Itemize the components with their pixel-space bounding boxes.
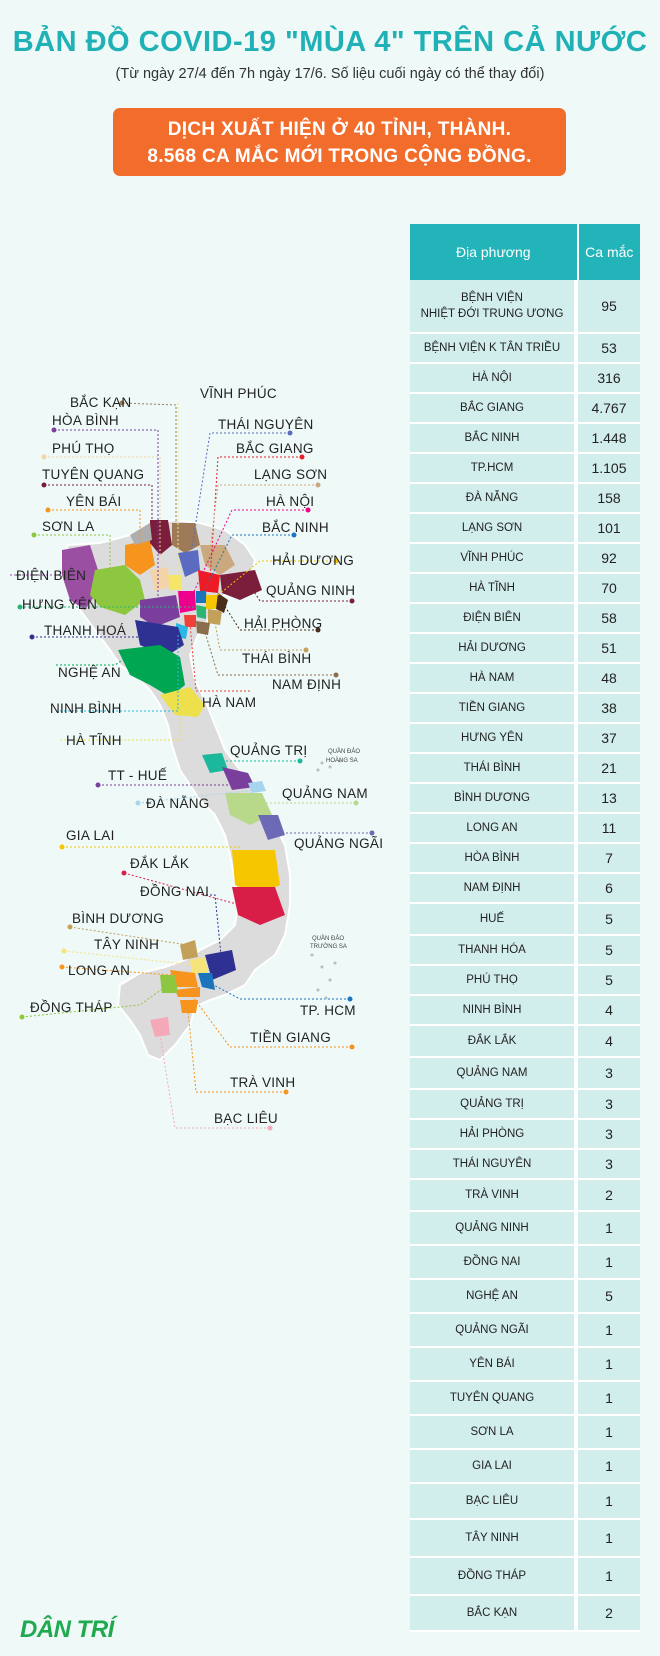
label-thai-nguyen: THÁI NGUYÊN — [218, 417, 314, 432]
table-row — [410, 1348, 640, 1382]
label-hoang-sa-2: HOÀNG SA — [326, 758, 358, 764]
row-location — [410, 996, 576, 1024]
row-cases: 1 — [605, 1356, 613, 1372]
table-row — [410, 694, 640, 724]
cases-table — [410, 224, 640, 1632]
label-tra-vinh: TRÀ VINH — [230, 1075, 296, 1090]
location-name: THÁI BÌNH — [463, 762, 521, 774]
label-truong-sa-2: TRƯỜNG SA — [310, 944, 347, 950]
table-row — [410, 394, 640, 424]
row-location — [410, 1280, 576, 1312]
row-location — [410, 334, 576, 362]
province-vinh-phuc — [168, 575, 182, 590]
row-cases: 5 — [605, 1288, 613, 1304]
row-location — [410, 1558, 576, 1594]
row-cases: 1 — [605, 1220, 613, 1236]
table-row — [410, 1314, 640, 1348]
label-quang-tri: QUẢNG TRỊ — [230, 743, 308, 758]
row-cases: 70 — [601, 580, 617, 596]
location-name: ĐÀ NẴNG — [465, 492, 519, 504]
table-row — [410, 484, 640, 514]
page-subtitle: (Từ ngày 27/4 đến 7h ngày 17/6. Số liệu cuối ngày có thể thay đổi) — [115, 66, 545, 82]
table-row — [410, 1280, 640, 1314]
row-cases: 3 — [605, 1126, 613, 1142]
row-location — [410, 904, 576, 934]
location-name: QUẢNG NAM — [456, 1067, 528, 1079]
row-location — [410, 280, 576, 332]
province-hung-yen — [196, 605, 206, 619]
table-row — [410, 1180, 640, 1212]
table-row — [410, 364, 640, 394]
location-name: BÌNH DƯƠNG — [454, 792, 530, 804]
table-row — [410, 1416, 640, 1450]
row-cases: 1 — [605, 1424, 613, 1440]
label-hai-phong: HẢI PHÒNG — [244, 616, 323, 631]
label-hoa-binh: HÒA BÌNH — [52, 413, 119, 428]
row-location — [410, 1416, 576, 1448]
row-location — [410, 1212, 576, 1244]
row-location — [410, 844, 576, 872]
label-ninh-binh: NINH BÌNH — [50, 701, 122, 716]
table-row — [410, 1058, 640, 1090]
dantri-logo: DÂN TRÍ — [20, 1616, 114, 1643]
table-row — [410, 424, 640, 454]
row-location — [410, 1450, 576, 1482]
table-row — [410, 844, 640, 874]
row-cases: 1 — [605, 1254, 613, 1270]
row-location — [410, 936, 576, 964]
table-row — [410, 514, 640, 544]
row-cases: 48 — [601, 670, 617, 686]
label-bac-giang: BẮC GIANG — [236, 441, 314, 456]
location-name: QUẢNG NINH — [455, 1222, 529, 1234]
row-cases: 51 — [601, 640, 617, 656]
table-row — [410, 544, 640, 574]
label-dien-bien: ĐIỆN BIÊN — [16, 568, 87, 583]
row-cases: 1 — [605, 1530, 613, 1546]
row-location — [410, 1348, 576, 1380]
table-row — [410, 454, 640, 484]
row-location — [410, 424, 576, 452]
row-cases: 1 — [605, 1322, 613, 1338]
province-ha-noi — [178, 591, 196, 613]
row-cases: 92 — [601, 550, 617, 566]
label-nghe-an: NGHỆ AN — [58, 665, 121, 680]
location-name: ĐẮK LẮK — [467, 1035, 517, 1047]
header-cases: Ca mắc — [585, 244, 634, 260]
row-cases: 7 — [605, 850, 613, 866]
row-cases: 13 — [601, 790, 617, 806]
row-location — [410, 454, 576, 482]
province-nam-dinh — [196, 621, 210, 635]
row-location — [410, 1120, 576, 1148]
label-hung-yen: HƯNG YÊN — [22, 597, 98, 612]
table-row — [410, 936, 640, 966]
row-location — [410, 604, 576, 632]
row-location — [410, 664, 576, 692]
row-location — [410, 1484, 576, 1518]
location-name: TUYÊN QUANG — [449, 1392, 535, 1404]
label-dong-nai: ĐỒNG NAI — [140, 884, 210, 899]
row-cases: 3 — [605, 1156, 613, 1172]
page-title: BẢN ĐỒ COVID-19 "MÙA 4" TRÊN CẢ NƯỚC — [12, 26, 648, 58]
location-name: HƯNG YÊN — [460, 732, 523, 744]
header-location: Địa phương — [410, 224, 579, 280]
row-cases: 58 — [601, 610, 617, 626]
location-name: BỆNH VIỆN K TÂN TRIỀU — [423, 342, 561, 354]
location-name: NINH BÌNH — [462, 1004, 522, 1016]
row-cases: 4.767 — [591, 400, 627, 416]
vietnam-map — [0, 386, 400, 1195]
label-ha-tinh: HÀ TĨNH — [66, 733, 122, 748]
row-location — [410, 1314, 576, 1346]
label-long-an: LONG AN — [68, 963, 131, 978]
row-location — [410, 484, 576, 512]
label-da-nang: ĐÀ NẴNG — [146, 796, 210, 811]
province-quang-ninh — [220, 570, 262, 600]
banner-line-2: 8.568 CA MẮC MỚI TRONG CỘNG ĐỒNG. — [147, 146, 532, 167]
table-row — [410, 574, 640, 604]
table-row — [410, 1520, 640, 1558]
table-row — [410, 280, 640, 334]
table-row — [410, 966, 640, 996]
row-cases: 1.448 — [591, 430, 627, 446]
row-cases: 1 — [605, 1493, 613, 1509]
row-cases: 2 — [605, 1605, 613, 1621]
location-name: HẢI DƯƠNG — [458, 642, 526, 654]
row-location — [410, 364, 576, 392]
label-phu-tho: PHÚ THỌ — [52, 441, 115, 456]
location-name: BẮC NINH — [464, 432, 520, 444]
row-location — [410, 1150, 576, 1178]
location-name: TP.HCM — [470, 462, 514, 474]
row-cases: 11 — [601, 820, 617, 836]
row-location — [410, 966, 576, 994]
label-yen-bai: YÊN BÁI — [66, 494, 122, 509]
table-row — [410, 996, 640, 1026]
table-header — [410, 224, 640, 280]
row-location — [410, 574, 576, 602]
table-row — [410, 904, 640, 936]
row-location — [410, 394, 576, 422]
label-nam-dinh: NAM ĐỊNH — [272, 677, 342, 692]
row-location — [410, 814, 576, 842]
row-location — [410, 874, 576, 902]
row-location — [410, 634, 576, 662]
province-hai-phong — [216, 593, 228, 613]
label-son-la: SƠN LA — [42, 519, 95, 534]
label-quang-nam: QUẢNG NAM — [282, 786, 368, 801]
row-cases: 101 — [597, 520, 621, 536]
row-cases: 37 — [601, 730, 617, 746]
row-cases: 3 — [605, 1065, 613, 1081]
location-name: HUẾ — [479, 913, 505, 925]
row-cases: 1 — [605, 1458, 613, 1474]
province-bac-ninh — [196, 591, 207, 603]
location-name: HÀ NỘI — [472, 372, 512, 384]
row-cases: 4 — [605, 1033, 613, 1049]
table-row — [410, 724, 640, 754]
row-cases: 53 — [601, 340, 617, 356]
row-cases: 2 — [605, 1187, 613, 1203]
province-dong-thap — [160, 975, 178, 993]
row-cases: 21 — [601, 760, 617, 776]
table-row — [410, 814, 640, 844]
row-cases: 5 — [605, 911, 613, 927]
row-cases: 3 — [605, 1096, 613, 1112]
table-body — [410, 280, 640, 1632]
row-location — [410, 1090, 576, 1118]
label-truong-sa-1: QUẦN ĐẢO — [312, 936, 345, 942]
location-name: SƠN LA — [470, 1426, 514, 1438]
location-name: ĐỒNG NAI — [463, 1256, 521, 1268]
label-hoang-sa-1: QUẦN ĐẢO — [328, 749, 361, 755]
row-location — [410, 1382, 576, 1414]
row-cases: 6 — [605, 880, 613, 896]
province-tra-vinh — [180, 1000, 198, 1013]
location-name: LONG AN — [466, 822, 518, 834]
label-tuyen-quang: TUYÊN QUANG — [42, 467, 145, 482]
location-name: TÂY NINH — [465, 1532, 519, 1544]
row-cases: 95 — [601, 298, 617, 314]
province-tay-ninh — [190, 957, 208, 975]
location-name-line2: NHIỆT ĐỚI TRUNG ƯƠNG — [420, 308, 564, 320]
label-bac-ninh: BẮC NINH — [262, 520, 329, 535]
location-name: YÊN BÁI — [469, 1358, 515, 1370]
location-name: GIA LAI — [472, 1460, 512, 1472]
label-binh-duong: BÌNH DƯƠNG — [72, 911, 165, 926]
location-name: HÀ NAM — [469, 672, 515, 684]
row-location — [410, 754, 576, 782]
row-cases: 316 — [597, 370, 621, 386]
label-dak-lak: ĐẮK LẮK — [130, 856, 190, 871]
table-row — [410, 604, 640, 634]
row-location — [410, 514, 576, 542]
location-name: THÁI NGUYÊN — [452, 1158, 532, 1170]
label-bac-kan: BẮC KẠN — [70, 395, 132, 410]
table-row — [410, 1212, 640, 1246]
location-name: THANH HÓA — [458, 944, 526, 956]
banner-line-1: DỊCH XUẤT HIỆN Ở 40 TỈNH, THÀNH. — [167, 119, 512, 140]
table-row — [410, 634, 640, 664]
label-tt-hue: TT - HUẾ — [108, 768, 168, 783]
label-vinh-phuc: VĨNH PHÚC — [200, 386, 277, 401]
table-row — [410, 1382, 640, 1416]
table-row — [410, 1450, 640, 1484]
label-gia-lai: GIA LAI — [66, 828, 115, 843]
location-name: TRÀ VINH — [465, 1189, 519, 1201]
location-name: BỆNH VIỆN — [461, 292, 523, 304]
row-cases: 1 — [605, 1568, 613, 1584]
table-row — [410, 874, 640, 904]
table-row — [410, 1150, 640, 1180]
row-location — [410, 1520, 576, 1556]
location-name: LẠNG SƠN — [461, 522, 523, 534]
location-name: HẢI PHÒNG — [459, 1128, 525, 1140]
province-binh-duong — [180, 940, 198, 960]
table-row — [410, 784, 640, 814]
summary-banner — [113, 108, 566, 176]
location-name: ĐIỆN BIÊN — [463, 612, 521, 624]
location-name: PHÚ THỌ — [466, 974, 518, 986]
row-location — [410, 544, 576, 572]
row-cases: 1 — [605, 1390, 613, 1406]
row-location — [410, 1026, 576, 1056]
location-name: HÒA BÌNH — [464, 852, 520, 864]
row-cases: 5 — [605, 942, 613, 958]
row-cases: 5 — [605, 972, 613, 988]
table-row — [410, 334, 640, 364]
label-lang-son: LẠNG SƠN — [254, 467, 328, 482]
table-row — [410, 1484, 640, 1520]
table-row — [410, 1120, 640, 1150]
location-name: HÀ TĨNH — [469, 582, 515, 594]
location-name: VĨNH PHÚC — [460, 552, 524, 564]
table-row — [410, 1596, 640, 1632]
table-row — [410, 754, 640, 784]
row-location — [410, 1596, 576, 1630]
location-name: QUẢNG TRỊ — [460, 1098, 524, 1110]
label-thanh-hoa: THANH HOÁ — [44, 623, 127, 638]
row-cases: 158 — [597, 490, 621, 506]
table-row — [410, 1246, 640, 1280]
location-name: TIỀN GIANG — [458, 702, 526, 714]
location-name: ĐỒNG THÁP — [457, 1570, 527, 1582]
location-name: BẠC LIÊU — [465, 1495, 519, 1507]
label-tp-hcm: TP. HCM — [300, 1003, 356, 1018]
row-location — [410, 784, 576, 812]
label-ha-noi: HÀ NỘI — [266, 494, 315, 509]
label-hai-duong: HẢI DƯƠNG — [272, 553, 355, 568]
table-row — [410, 664, 640, 694]
label-quang-ngai: QUẢNG NGÃI — [294, 836, 384, 851]
location-name: NAM ĐỊNH — [463, 882, 521, 894]
label-tien-giang: TIỀN GIANG — [250, 1030, 332, 1045]
location-name: BẮC KẠN — [466, 1607, 518, 1619]
row-cases: 1.105 — [591, 460, 627, 476]
table-row — [410, 1026, 640, 1058]
row-cases: 38 — [601, 700, 617, 716]
location-name: QUẢNG NGÃI — [455, 1324, 529, 1336]
location-name: NGHỆ AN — [466, 1290, 518, 1302]
table-row — [410, 1558, 640, 1596]
label-bac-lieu: BẠC LIÊU — [214, 1111, 278, 1126]
row-cases: 4 — [605, 1002, 613, 1018]
location-name: BẮC GIANG — [460, 402, 524, 414]
table-row — [410, 1090, 640, 1120]
label-dong-thap: ĐỒNG THÁP — [30, 1000, 113, 1015]
row-location — [410, 694, 576, 722]
row-location — [410, 1058, 576, 1088]
row-location — [410, 1246, 576, 1278]
label-thai-binh: THÁI BÌNH — [242, 651, 312, 666]
label-quang-ninh: QUẢNG NINH — [266, 583, 356, 598]
row-location — [410, 724, 576, 752]
label-ha-nam: HÀ NAM — [202, 695, 257, 710]
row-location — [410, 1180, 576, 1210]
label-tay-ninh: TÂY NINH — [94, 937, 160, 952]
